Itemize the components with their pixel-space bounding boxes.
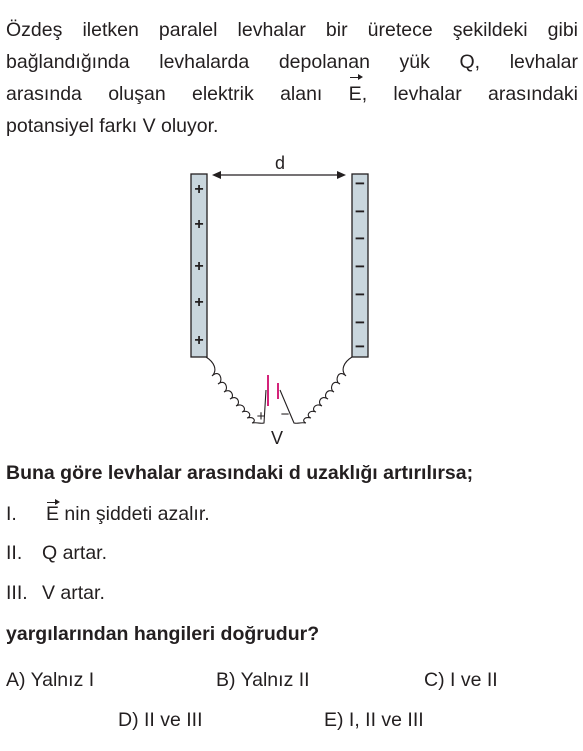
statement-1 [6, 503, 210, 526]
intro-line-4: potansiyel farkı V oluyor. [6, 115, 219, 137]
option-b[interactable]: B) Yalnız II [216, 669, 310, 691]
statement-number: I. [6, 503, 17, 525]
plus-sign: + [194, 258, 204, 275]
minus-sign: − [355, 337, 365, 356]
intro-line-1: Özdeş iletken paralel levhalar bir üretece şekildeki gibi [6, 19, 578, 41]
statement-text: V artar. [42, 582, 105, 604]
option-c[interactable]: C) I ve II [424, 669, 498, 691]
plus-sign: + [194, 332, 204, 349]
minus-sign: − [355, 313, 365, 332]
statement-2 [6, 542, 107, 565]
option-a[interactable]: A) Yalnız I [6, 669, 95, 691]
statement-text: nin şiddeti azalır. [59, 503, 210, 525]
plus-sign: + [194, 181, 204, 198]
option-d[interactable]: D) II ve III [118, 709, 203, 731]
battery-minus-sign: − [280, 406, 290, 423]
intro-paragraph [6, 14, 578, 142]
distance-arrow-head-left [212, 171, 221, 179]
minus-sign: − [355, 174, 365, 193]
minus-sign: − [355, 229, 365, 248]
distance-arrow-head-right [337, 171, 346, 179]
intro-line-3-end: , levhalar arasındaki [361, 83, 578, 105]
statement-number: III. [6, 582, 28, 604]
statement-text: Q artar. [42, 542, 108, 564]
intro-line-3-start: arasında oluşan elektrik alanı [6, 83, 349, 105]
minus-sign: − [355, 202, 365, 221]
voltage-label: V [270, 428, 284, 448]
negative-charges [355, 174, 365, 356]
question-closing: yargılarından hangileri doğrudur? [6, 623, 320, 645]
right-coil-wire [280, 357, 352, 423]
option-e[interactable]: E) I, II ve III [324, 709, 424, 731]
statement-number: II. [6, 542, 23, 564]
question-stem: Buna göre levhalar arasındaki d uzaklığı artırılırsa; [6, 462, 474, 484]
plus-sign: + [194, 216, 204, 233]
minus-sign: − [355, 285, 365, 304]
capacitor-figure [0, 150, 583, 450]
minus-sign: − [355, 257, 365, 276]
electric-field-vector: E [349, 78, 362, 110]
intro-line-3 [6, 78, 578, 110]
battery-plus-sign: + [256, 408, 266, 425]
distance-label: d [274, 153, 286, 173]
intro-line-2: bağlandığında levhalarda depolanan yük Q, levhalar [6, 51, 578, 73]
electric-field-vector: E [46, 503, 60, 525]
plus-sign: + [194, 294, 204, 311]
statement-3 [6, 582, 105, 605]
